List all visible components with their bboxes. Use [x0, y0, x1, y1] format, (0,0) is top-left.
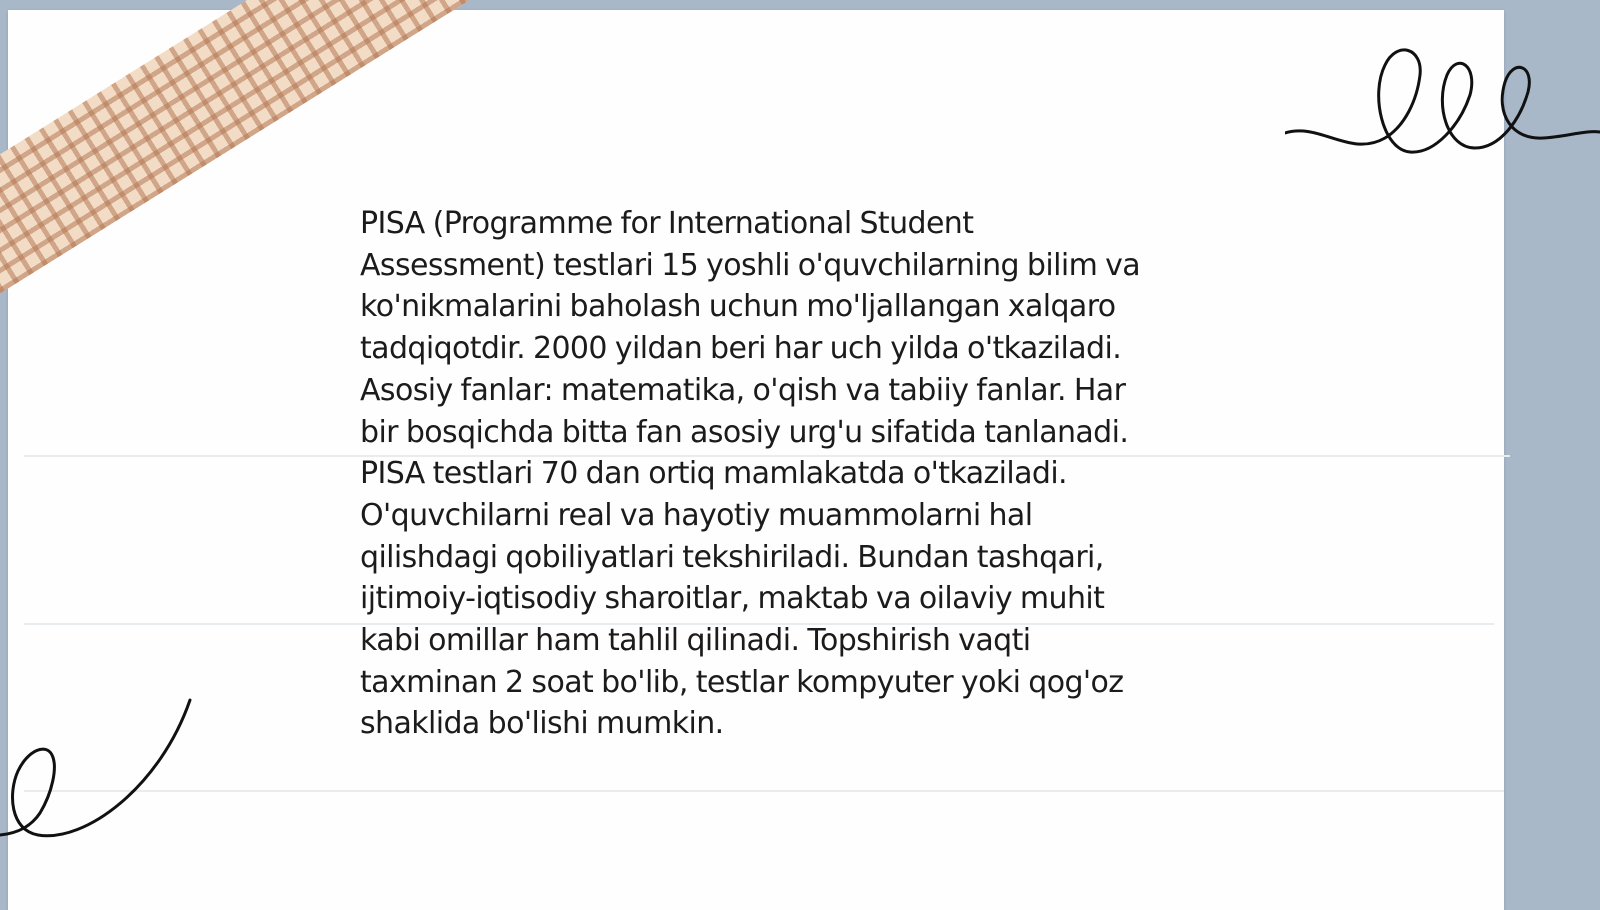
bottom-left-squiggle-icon: [0, 695, 200, 855]
top-right-squiggle-icon: [1285, 30, 1600, 170]
body-paragraph: PISA (Programme for International Student Assessment) testlari 15 yoshli o'quvchilarning bilim va ko'nikmalarini baholash uchun mo'ljallangan xalqaro tadqiqotdir. 2000 yildan beri har uch yilda o'tkaziladi. Asosiy fanlar: matematika, o'qish va tabiiy fanlar. Har bir bosqichda bitta fan asosiy urg'u sifatida tanlanadi. PISA testlari 70 dan ortiq mamlakatda o'tkaziladi. O'quvchilarni real va hayotiy muammolarni hal qilishdagi qobiliyatlari tekshiriladi. Bundan tashqari, ijtimoiy-iqtisodiy sharoitlar, maktab va oilaviy muhit kabi omillar ham tahlil qilinadi. Topshirish vaqti taxminan 2 soat bo'lib, testlar kompyuter yoki qog'oz shaklida bo'lishi mumkin.: [360, 206, 1141, 742]
paper-rule: [24, 790, 1504, 792]
